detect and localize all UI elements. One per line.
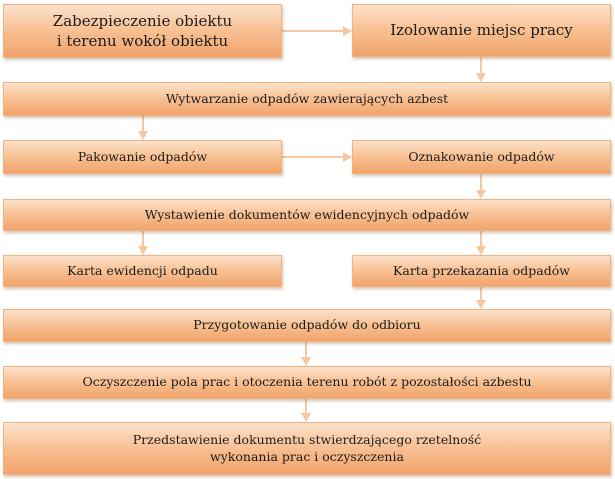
step-clean-area (3, 366, 611, 399)
step-issue-documents-label: Wystawienie dokumentów ewidencyjnych odpadów (144, 206, 470, 222)
step-present-document-label: Przedstawienie dokumentu stwierdzającego rzetelność wykonania prac i oczyszczenia (132, 431, 482, 464)
arrowhead (138, 131, 148, 140)
step-present-document (3, 422, 611, 475)
step-prepare-for-collection (3, 309, 611, 342)
step-issue-documents (3, 199, 611, 231)
arrowhead (343, 26, 352, 36)
step-waste-record-card (3, 255, 282, 287)
step-secure-site-label: Zabezpieczenie obiektu i terenu wokół obiektu (52, 11, 233, 50)
arrowhead (476, 73, 486, 82)
step-label-waste (352, 140, 611, 174)
step-waste-record-card-label: Karta ewidencji odpadu (67, 262, 218, 278)
step-waste-transfer-card-label: Karta przekazania odpadów (393, 262, 570, 278)
step-label-waste-label: Oznakowanie odpadów (408, 148, 555, 164)
step-pack-waste (3, 140, 282, 174)
arrowhead (301, 357, 311, 366)
step-prepare-for-collection-label: Przygotowanie odpadów do odbioru (193, 317, 421, 333)
arrowhead (301, 413, 311, 422)
arrowhead (476, 190, 486, 199)
arrowhead (476, 300, 486, 309)
step-isolate-workplaces (352, 4, 611, 57)
step-generate-waste (3, 82, 611, 116)
step-waste-transfer-card (352, 255, 611, 287)
arrowhead (343, 152, 352, 162)
step-generate-waste-label: Wytwarzanie odpadów zawierających azbest (165, 90, 449, 106)
step-isolate-workplaces-label: Izolowanie miejsc pracy (390, 21, 573, 40)
step-pack-waste-label: Pakowanie odpadów (77, 148, 208, 164)
arrowhead (138, 246, 148, 255)
step-clean-area-label: Oczyszczenie pola prac i otoczenia terenu robót z pozostałości azbestu (82, 374, 532, 390)
arrowhead (476, 246, 486, 255)
step-secure-site (3, 4, 282, 58)
